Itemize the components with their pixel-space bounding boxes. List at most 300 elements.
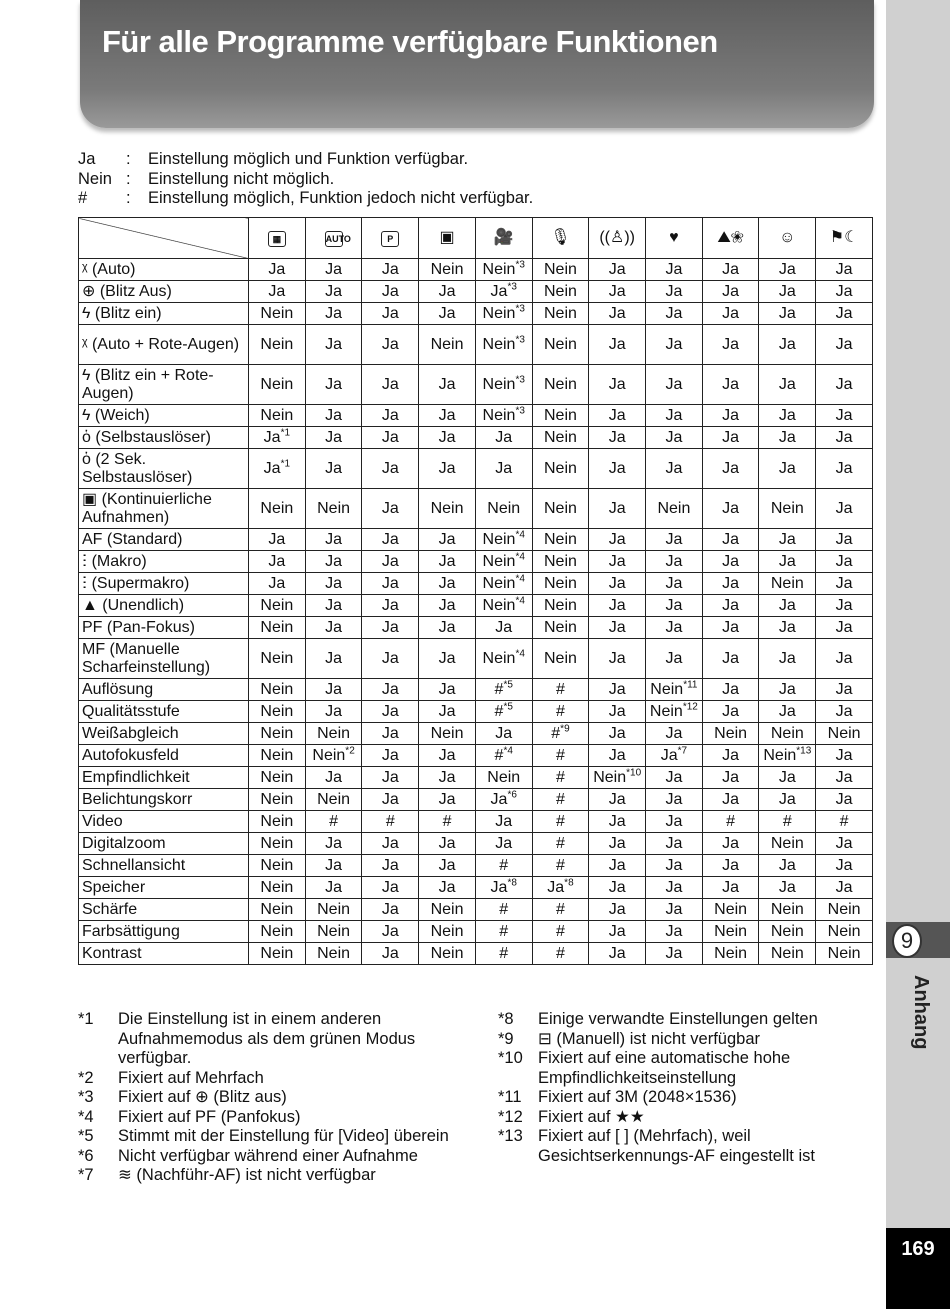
table-cell: Nein	[759, 943, 816, 965]
table-cell: Ja	[362, 921, 419, 943]
legend-key: #	[78, 189, 88, 207]
legend-key: Ja	[78, 150, 96, 168]
table-cell: Ja	[646, 617, 703, 639]
voice-recording-icon: 🎙	[532, 218, 589, 259]
table-cell: Ja	[305, 427, 362, 449]
table-cell: Nein	[249, 701, 306, 723]
table-cell: Ja$^{*6}$	[475, 789, 532, 811]
table-cell: Ja	[816, 701, 873, 723]
table-cell: Ja	[702, 325, 759, 365]
table-cell: Ja	[589, 427, 646, 449]
table-cell: Nein	[532, 449, 589, 489]
table-cell: Ja	[646, 365, 703, 405]
table-cell: Ja	[249, 573, 306, 595]
table-cell: Ja$^{*1}$	[249, 449, 306, 489]
table-cell: Ja	[305, 767, 362, 789]
table-cell: Ja	[589, 877, 646, 899]
table-cell: Ja	[589, 573, 646, 595]
footnote-key: *1	[78, 1010, 94, 1028]
table-cell: Nein	[759, 921, 816, 943]
table-cell: Ja	[816, 789, 873, 811]
table-cell: Ja	[419, 281, 476, 303]
legend-text: Einstellung möglich und Funktion verfügbar.	[148, 150, 469, 168]
row-label: Digitalzoom	[79, 833, 249, 855]
table-cell: Ja	[702, 365, 759, 405]
table-cell: #$^{*5}$	[475, 701, 532, 723]
table-cell: Ja	[759, 767, 816, 789]
table-cell: Ja	[702, 833, 759, 855]
table-cell: Ja	[305, 281, 362, 303]
table-cell: Nein$^{*4}$	[475, 595, 532, 617]
row-label: ὁ (2 Sek. Selbstauslöser)	[79, 449, 249, 489]
table-cell: Nein	[419, 489, 476, 529]
row-label: MF (Manuelle Scharfeinstellung)	[79, 639, 249, 679]
footnote-key: *9	[498, 1029, 514, 1048]
table-row	[79, 405, 873, 427]
table-cell: Ja	[646, 449, 703, 489]
table-cell: Ja	[816, 489, 873, 529]
table-cell: #	[816, 811, 873, 833]
table-cell: Ja	[816, 767, 873, 789]
table-cell: #	[702, 811, 759, 833]
table-cell: Ja	[702, 529, 759, 551]
table-cell: Ja	[589, 529, 646, 551]
footnote-key: *6	[78, 1146, 94, 1165]
table-cell: Nein	[419, 899, 476, 921]
footnote-key: *5	[78, 1127, 94, 1145]
table-cell: #	[305, 811, 362, 833]
table-cell: Nein	[816, 723, 873, 745]
table-cell: Ja	[702, 595, 759, 617]
table-cell: Ja	[362, 551, 419, 573]
table-cell: Nein$^{*4}$	[475, 551, 532, 573]
table-cell: Ja	[646, 405, 703, 427]
table-cell: #$^{*9}$	[532, 723, 589, 745]
table-cell: Ja	[759, 595, 816, 617]
table-cell: Nein	[249, 745, 306, 767]
table-cell: Ja	[759, 789, 816, 811]
table-cell: Ja	[702, 789, 759, 811]
table-cell: Nein	[532, 259, 589, 281]
page-number-box	[886, 1228, 950, 1309]
table-cell: Ja	[305, 617, 362, 639]
table-cell: Ja	[589, 551, 646, 573]
table-cell: Nein	[305, 723, 362, 745]
footnote-text: Die Einstellung ist in einem anderen Aufnahmemodus als dem grünen Modus verfügbar.	[118, 1010, 416, 1067]
legend-colon: :	[126, 150, 131, 168]
footnote	[78, 1069, 478, 1089]
table-cell: Ja	[646, 573, 703, 595]
table-cell: Ja	[702, 449, 759, 489]
table-cell: Ja	[702, 767, 759, 789]
table-cell: Nein	[249, 767, 306, 789]
table-cell: Nein	[532, 303, 589, 325]
chapter-number: 9	[892, 924, 922, 958]
table-cell: Ja	[759, 701, 816, 723]
table-cell: Ja	[759, 303, 816, 325]
table-cell: Ja	[702, 745, 759, 767]
footnote	[78, 1166, 478, 1186]
table-cell: Ja	[702, 573, 759, 595]
table-cell: Ja	[419, 405, 476, 427]
table-cell: Ja	[646, 789, 703, 811]
table-cell: Ja$^{*3}$	[475, 281, 532, 303]
table-cell: Ja	[362, 595, 419, 617]
table-cell: Nein$^{*4}$	[475, 639, 532, 679]
table-cell: Ja	[589, 259, 646, 281]
footnote-text: Fixiert auf ⊕ (Blitz aus)	[118, 1088, 287, 1106]
table-cell: #	[532, 943, 589, 965]
table-cell: Ja	[589, 617, 646, 639]
table-cell: Nein	[816, 943, 873, 965]
table-cell: Ja	[419, 767, 476, 789]
table-cell: Ja	[305, 405, 362, 427]
footnote	[78, 1147, 478, 1167]
footnote-text: Fixiert auf [ ] (Mehrfach), weil Gesichtserkennungs-AF eingestellt ist	[538, 1127, 815, 1165]
footnote-key: *3	[78, 1088, 94, 1106]
table-cell: #$^{*5}$	[475, 679, 532, 701]
table-cell: Ja	[759, 617, 816, 639]
table-cell: #	[532, 789, 589, 811]
legend-row	[78, 170, 533, 190]
program-icon: P	[362, 218, 419, 259]
table-cell: Ja	[816, 679, 873, 701]
footnote-key: *11	[498, 1088, 522, 1106]
table-cell: Nein	[249, 489, 306, 529]
table-cell: Ja	[589, 281, 646, 303]
table-cell: Ja	[646, 551, 703, 573]
table-cell: Nein$^{*3}$	[475, 325, 532, 365]
table-cell: Ja	[305, 595, 362, 617]
row-label: ὁ (Selbstauslöser)	[79, 427, 249, 449]
footnote-text: ⊟ (Manuell) ist nicht verfügbar	[538, 1029, 760, 1048]
table-cell: Nein	[249, 811, 306, 833]
table-cell: Ja	[759, 529, 816, 551]
table-cell: Nein	[532, 427, 589, 449]
table-cell: Ja	[816, 325, 873, 365]
table-row	[79, 427, 873, 449]
table-cell: Ja	[759, 259, 816, 281]
table-cell: Ja	[759, 679, 816, 701]
landscape-flower-scene-icon: ⛰❀	[702, 218, 759, 259]
table-cell: Ja	[362, 877, 419, 899]
footnote	[498, 1088, 878, 1108]
table-cell: Ja	[362, 325, 419, 365]
footnote-key: *4	[78, 1107, 94, 1126]
table-cell: Ja	[646, 259, 703, 281]
table-cell: Ja	[589, 639, 646, 679]
table-cell: Ja	[589, 723, 646, 745]
table-cell: Ja	[589, 921, 646, 943]
table-cell: Ja	[362, 745, 419, 767]
table-cell: Ja	[702, 303, 759, 325]
table-cell: Ja	[816, 745, 873, 767]
table-cell: Nein$^{*3}$	[475, 259, 532, 281]
table-cell: Ja	[816, 855, 873, 877]
table-cell: Nein	[759, 723, 816, 745]
table-cell: Ja	[305, 529, 362, 551]
kids-icon: ☺	[759, 218, 816, 259]
table-cell: Ja	[702, 551, 759, 573]
table-row	[79, 595, 873, 617]
table-cell: Ja	[419, 573, 476, 595]
table-cell: Ja	[362, 405, 419, 427]
portrait-icon: ▣	[419, 218, 476, 259]
table-cell: Ja	[419, 679, 476, 701]
footnote-text: ≋ (Nachführ-AF) ist nicht verfügbar	[118, 1166, 376, 1184]
table-cell: Nein	[305, 789, 362, 811]
title-banner	[80, 0, 874, 128]
table-cell: Nein	[249, 855, 306, 877]
table-cell: Ja	[702, 617, 759, 639]
table-row	[79, 325, 873, 365]
table-cell: Ja	[816, 405, 873, 427]
table-cell: #	[475, 855, 532, 877]
footnote	[78, 1088, 478, 1108]
table-cell: Nein	[249, 943, 306, 965]
table-cell: Ja	[249, 529, 306, 551]
table-cell: Nein	[646, 489, 703, 529]
table-cell: Ja	[816, 617, 873, 639]
table-cell: #	[532, 767, 589, 789]
table-row	[79, 921, 873, 943]
table-row	[79, 833, 873, 855]
table-cell: Nein	[305, 921, 362, 943]
table-cell: Ja	[362, 449, 419, 489]
table-cell: Ja	[646, 427, 703, 449]
table-row	[79, 723, 873, 745]
footnote	[498, 1049, 878, 1088]
legend-row	[78, 189, 533, 209]
anti-shake-icon: ((♙))	[589, 218, 646, 259]
table-cell: #	[532, 745, 589, 767]
table-cell: Ja	[646, 723, 703, 745]
table-row	[79, 449, 873, 489]
row-label: Kontrast	[79, 943, 249, 965]
table-cell: Ja	[816, 529, 873, 551]
table-cell: Ja	[646, 639, 703, 679]
table-cell: Ja	[305, 303, 362, 325]
table-cell: Nein	[702, 943, 759, 965]
table-cell: Ja	[816, 877, 873, 899]
table-cell: Ja	[589, 365, 646, 405]
table-cell: Ja	[475, 449, 532, 489]
chapter-sidebar	[886, 0, 950, 1309]
table-cell: Nein	[249, 789, 306, 811]
chapter-badge	[886, 922, 950, 958]
table-cell: Ja	[305, 449, 362, 489]
table-cell: #	[759, 811, 816, 833]
table-cell: Ja	[589, 325, 646, 365]
table-cell: Nein	[249, 679, 306, 701]
table-cell: #$^{*4}$	[475, 745, 532, 767]
table-cell: Ja	[362, 281, 419, 303]
table-cell: Ja	[702, 701, 759, 723]
table-cell: Ja	[646, 595, 703, 617]
table-cell: Ja	[646, 899, 703, 921]
table-cell: Ja	[816, 427, 873, 449]
movie-icon: 🎥	[475, 218, 532, 259]
table-cell: Ja	[419, 551, 476, 573]
row-label: ▣ (Kontinuierliche Aufnahmen)	[79, 489, 249, 529]
table-cell: Ja	[305, 325, 362, 365]
table-cell: Ja	[305, 833, 362, 855]
table-cell: Ja	[759, 281, 816, 303]
footnote-text: Fixiert auf eine automatische hohe Empfindlichkeitseinstellung	[538, 1049, 791, 1087]
table-cell: Ja	[589, 789, 646, 811]
table-cell: Nein	[249, 617, 306, 639]
footnote-text: Fixiert auf 3M (2048×1536)	[538, 1088, 737, 1106]
footnote-key: *8	[498, 1010, 514, 1028]
table-row	[79, 303, 873, 325]
footnote	[498, 1030, 878, 1050]
table-cell: Nein	[532, 595, 589, 617]
table-cell: Ja	[646, 921, 703, 943]
table-cell: Ja	[362, 427, 419, 449]
table-cell: Ja	[702, 855, 759, 877]
table-cell: Ja	[646, 325, 703, 365]
row-label: ᵡ (Auto)	[79, 259, 249, 281]
table-cell: Nein	[532, 529, 589, 551]
table-cell: Nein	[475, 489, 532, 529]
table-cell: Ja	[589, 855, 646, 877]
table-cell: Ja$^{*7}$	[646, 745, 703, 767]
row-label: Auflösung	[79, 679, 249, 701]
table-cell: Nein	[249, 325, 306, 365]
chapter-label: Anhang	[910, 975, 932, 1050]
table-row	[79, 551, 873, 573]
row-label: ϟ (Blitz ein)	[79, 303, 249, 325]
table-cell: #	[532, 855, 589, 877]
table-cell: Nein	[419, 943, 476, 965]
table-cell: Ja	[816, 573, 873, 595]
table-row	[79, 259, 873, 281]
table-row	[79, 529, 873, 551]
table-row	[79, 617, 873, 639]
table-cell: Ja	[816, 595, 873, 617]
footnote-text: Fixiert auf PF (Panfokus)	[118, 1107, 301, 1126]
table-cell: Ja	[475, 833, 532, 855]
table-cell: Ja	[702, 259, 759, 281]
table-cell: Ja	[249, 281, 306, 303]
table-cell: Nein	[249, 405, 306, 427]
legend-colon: :	[126, 189, 131, 207]
table-cell: Ja	[249, 259, 306, 281]
table-cell: Ja	[419, 303, 476, 325]
footnote	[498, 1127, 878, 1166]
table-cell: Ja	[759, 405, 816, 427]
table-cell: Nein	[249, 365, 306, 405]
table-cell: Ja	[305, 365, 362, 405]
sport-night-scene-icon: ⚑☾	[816, 218, 873, 259]
table-cell: Ja	[362, 723, 419, 745]
row-label: ᵡ (Auto + Rote-Augen)	[79, 325, 249, 365]
footnotes-right	[498, 1010, 878, 1166]
table-cell: Ja	[646, 877, 703, 899]
table-cell: Ja	[702, 281, 759, 303]
table-cell: Ja	[646, 281, 703, 303]
table-cell: Nein$^{*4}$	[475, 573, 532, 595]
table-cell: Ja	[646, 529, 703, 551]
table-cell: Ja	[589, 899, 646, 921]
table-row	[79, 789, 873, 811]
table-cell: Ja	[759, 551, 816, 573]
table-cell: Ja	[419, 595, 476, 617]
footnotes-left	[78, 1010, 478, 1186]
footnote-text: Nicht verfügbar während einer Aufnahme	[118, 1146, 418, 1165]
table-cell: #	[475, 921, 532, 943]
table-cell: Ja	[589, 811, 646, 833]
row-label: ϟ (Weich)	[79, 405, 249, 427]
table-cell: Ja	[589, 679, 646, 701]
table-cell: Ja	[702, 489, 759, 529]
table-row	[79, 855, 873, 877]
table-cell: Ja	[646, 943, 703, 965]
table-cell: Ja	[362, 365, 419, 405]
footnote	[498, 1108, 878, 1128]
table-cell: Ja	[816, 259, 873, 281]
table-cell: Ja	[475, 617, 532, 639]
table-row	[79, 365, 873, 405]
table-cell: Nein	[305, 899, 362, 921]
footnote-key: *12	[498, 1107, 523, 1126]
row-label: Autofokusfeld	[79, 745, 249, 767]
table-cell: Ja	[702, 405, 759, 427]
table-cell: Ja	[646, 811, 703, 833]
table-cell: Ja	[419, 449, 476, 489]
row-label: Video	[79, 811, 249, 833]
row-label: ▲ (Unendlich)	[79, 595, 249, 617]
table-cell: Ja	[646, 855, 703, 877]
table-cell: Ja	[759, 855, 816, 877]
row-label: ⊕ (Blitz Aus)	[79, 281, 249, 303]
table-cell: Ja	[589, 405, 646, 427]
table-cell: Nein	[249, 921, 306, 943]
table-cell: #	[362, 811, 419, 833]
table-cell: Ja	[759, 365, 816, 405]
table-cell: Nein	[419, 325, 476, 365]
table-cell: Ja	[362, 679, 419, 701]
table-cell: Nein	[249, 595, 306, 617]
table-cell: Ja	[589, 701, 646, 723]
table-cell: Nein$^{*3}$	[475, 365, 532, 405]
table-cell: Ja	[419, 701, 476, 723]
table-cell: Ja	[362, 639, 419, 679]
table-cell: Nein	[249, 899, 306, 921]
row-label: Empfindlichkeit	[79, 767, 249, 789]
table-cell: Nein	[475, 767, 532, 789]
footnote-key: *2	[78, 1068, 94, 1087]
table-cell: Ja	[305, 573, 362, 595]
row-label: Schnellansicht	[79, 855, 249, 877]
footnote-key: *13	[498, 1127, 523, 1145]
table-row	[79, 679, 873, 701]
grid-mode-icon: ▦	[249, 218, 306, 259]
table-cell: Ja	[816, 281, 873, 303]
footnote	[78, 1127, 478, 1147]
table-cell: Nein	[816, 899, 873, 921]
row-label: Belichtungskorr	[79, 789, 249, 811]
table-cell: Ja	[419, 427, 476, 449]
table-row	[79, 811, 873, 833]
table-cell: Nein	[249, 833, 306, 855]
pet-icon: ♥	[646, 218, 703, 259]
table-cell: #	[532, 899, 589, 921]
table-row	[79, 489, 873, 529]
table-cell: Ja	[305, 679, 362, 701]
table-cell: Ja	[362, 303, 419, 325]
row-label: ϟ (Blitz ein + Rote-Augen)	[79, 365, 249, 405]
